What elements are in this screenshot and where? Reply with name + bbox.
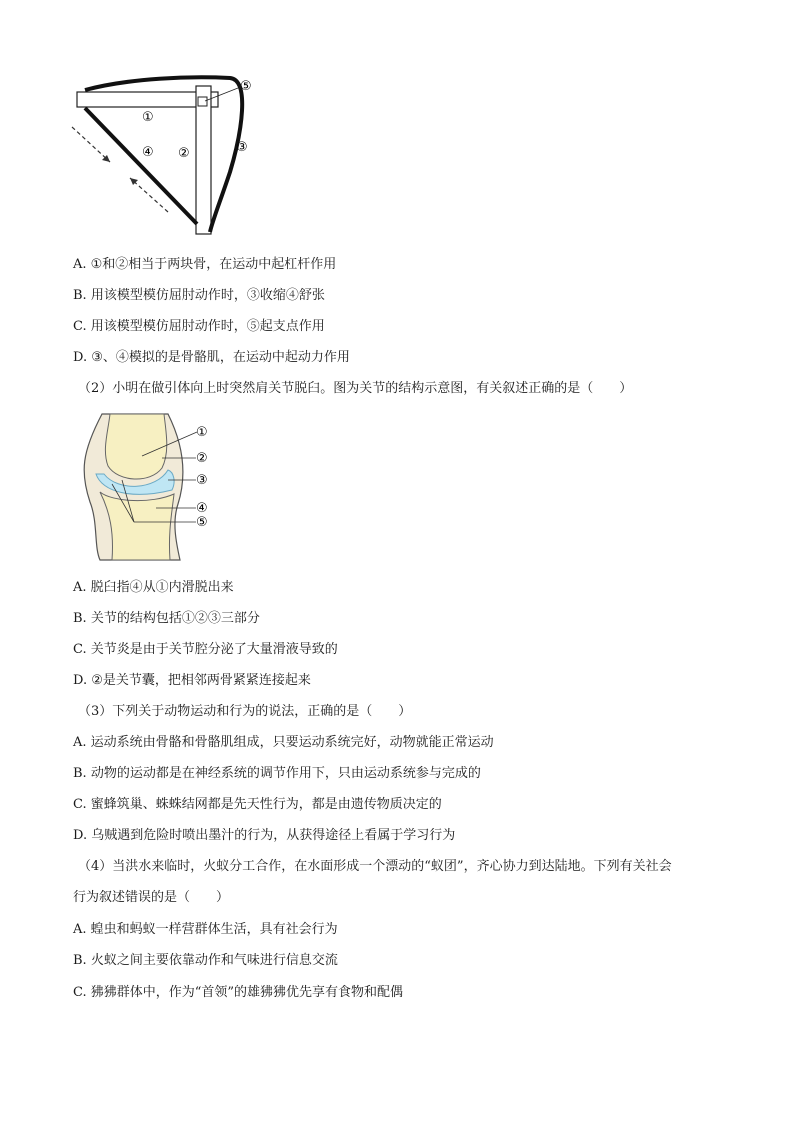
q4-option-a: A. 蝗虫和蚂蚁一样营群体生活，具有社会行为 <box>73 922 338 937</box>
q4-stem-line2: 行为叙述错误的是（ ） <box>73 890 230 905</box>
q3-option-d: D. 乌贼遇到危险时喷出墨汁的行为，从获得途径上看属于学习行为 <box>73 828 456 843</box>
arrow-up-left <box>130 178 168 212</box>
joint-label-5: ⑤ <box>196 515 208 530</box>
joint-label-4: ④ <box>196 501 208 516</box>
arrow-down-right <box>72 127 110 162</box>
label-3: ③ <box>236 140 248 155</box>
q4-option-b: B. 火蚁之间主要依靠动作和气味进行信息交流 <box>73 953 338 968</box>
q2-stem: （2）小明在做引体向上时突然肩关节脱臼。图为关节的结构示意图，有关叙述正确的是（ ） <box>78 381 633 396</box>
q4-stem-line1: （4）当洪水来临时，火蚁分工合作，在水面形成一个漂动的“蚁团”，齐心协力到达陆地。下列有关社会 <box>78 859 672 874</box>
joint-label-1: ① <box>196 425 208 440</box>
label-4: ④ <box>142 145 154 160</box>
label-5: ⑤ <box>240 79 252 94</box>
lever-model-figure <box>60 72 270 237</box>
q3-option-a: A. 运动系统由骨骼和骨骼肌组成，只要运动系统完好，动物就能正常运动 <box>73 735 494 750</box>
q3-option-b: B. 动物的运动都是在神经系统的调节作用下，只由运动系统参与完成的 <box>73 766 481 781</box>
lower-bar <box>196 86 211 234</box>
joint-label-3: ③ <box>196 473 208 488</box>
q2-option-c: C. 关节炎是由于关节腔分泌了大量滑液导致的 <box>73 642 338 657</box>
joint-structure-figure <box>72 412 222 562</box>
label-1: ① <box>142 110 154 125</box>
q3-option-c: C. 蜜蜂筑巢、蛛蛛结网都是先天性行为，都是由遗传物质决定的 <box>73 797 442 812</box>
q2-option-a: A. 脱臼指④从①内滑脱出来 <box>73 580 234 595</box>
q1-option-c: C. 用该模型模仿屈肘动作时，⑤起支点作用 <box>73 319 325 334</box>
muscle-4-line <box>85 108 197 224</box>
joint-5-square <box>198 97 207 106</box>
upper-bone <box>105 414 166 479</box>
q2-option-d: D. ②是关节囊，把相邻两骨紧紧连接起来 <box>73 673 311 688</box>
arrow-head-up <box>130 178 138 185</box>
joint-label-2: ② <box>196 451 208 466</box>
q1-option-a: A. ①和②相当于两块骨，在运动中起杠杆作用 <box>73 257 337 272</box>
q4-option-c: C. 狒狒群体中，作为“首领”的雄狒狒优先享有食物和配偶 <box>73 985 404 1000</box>
q2-option-b: B. 关节的结构包括①②③三部分 <box>73 611 260 626</box>
q3-stem: （3）下列关于动物运动和行为的说法，正确的是（ ） <box>78 704 412 719</box>
q1-option-d: D. ③、④模拟的是骨骼肌，在运动中起动力作用 <box>73 350 350 365</box>
q1-option-b: B. 用该模型模仿屈肘动作时，③收缩④舒张 <box>73 288 325 303</box>
label-2: ② <box>178 146 190 161</box>
